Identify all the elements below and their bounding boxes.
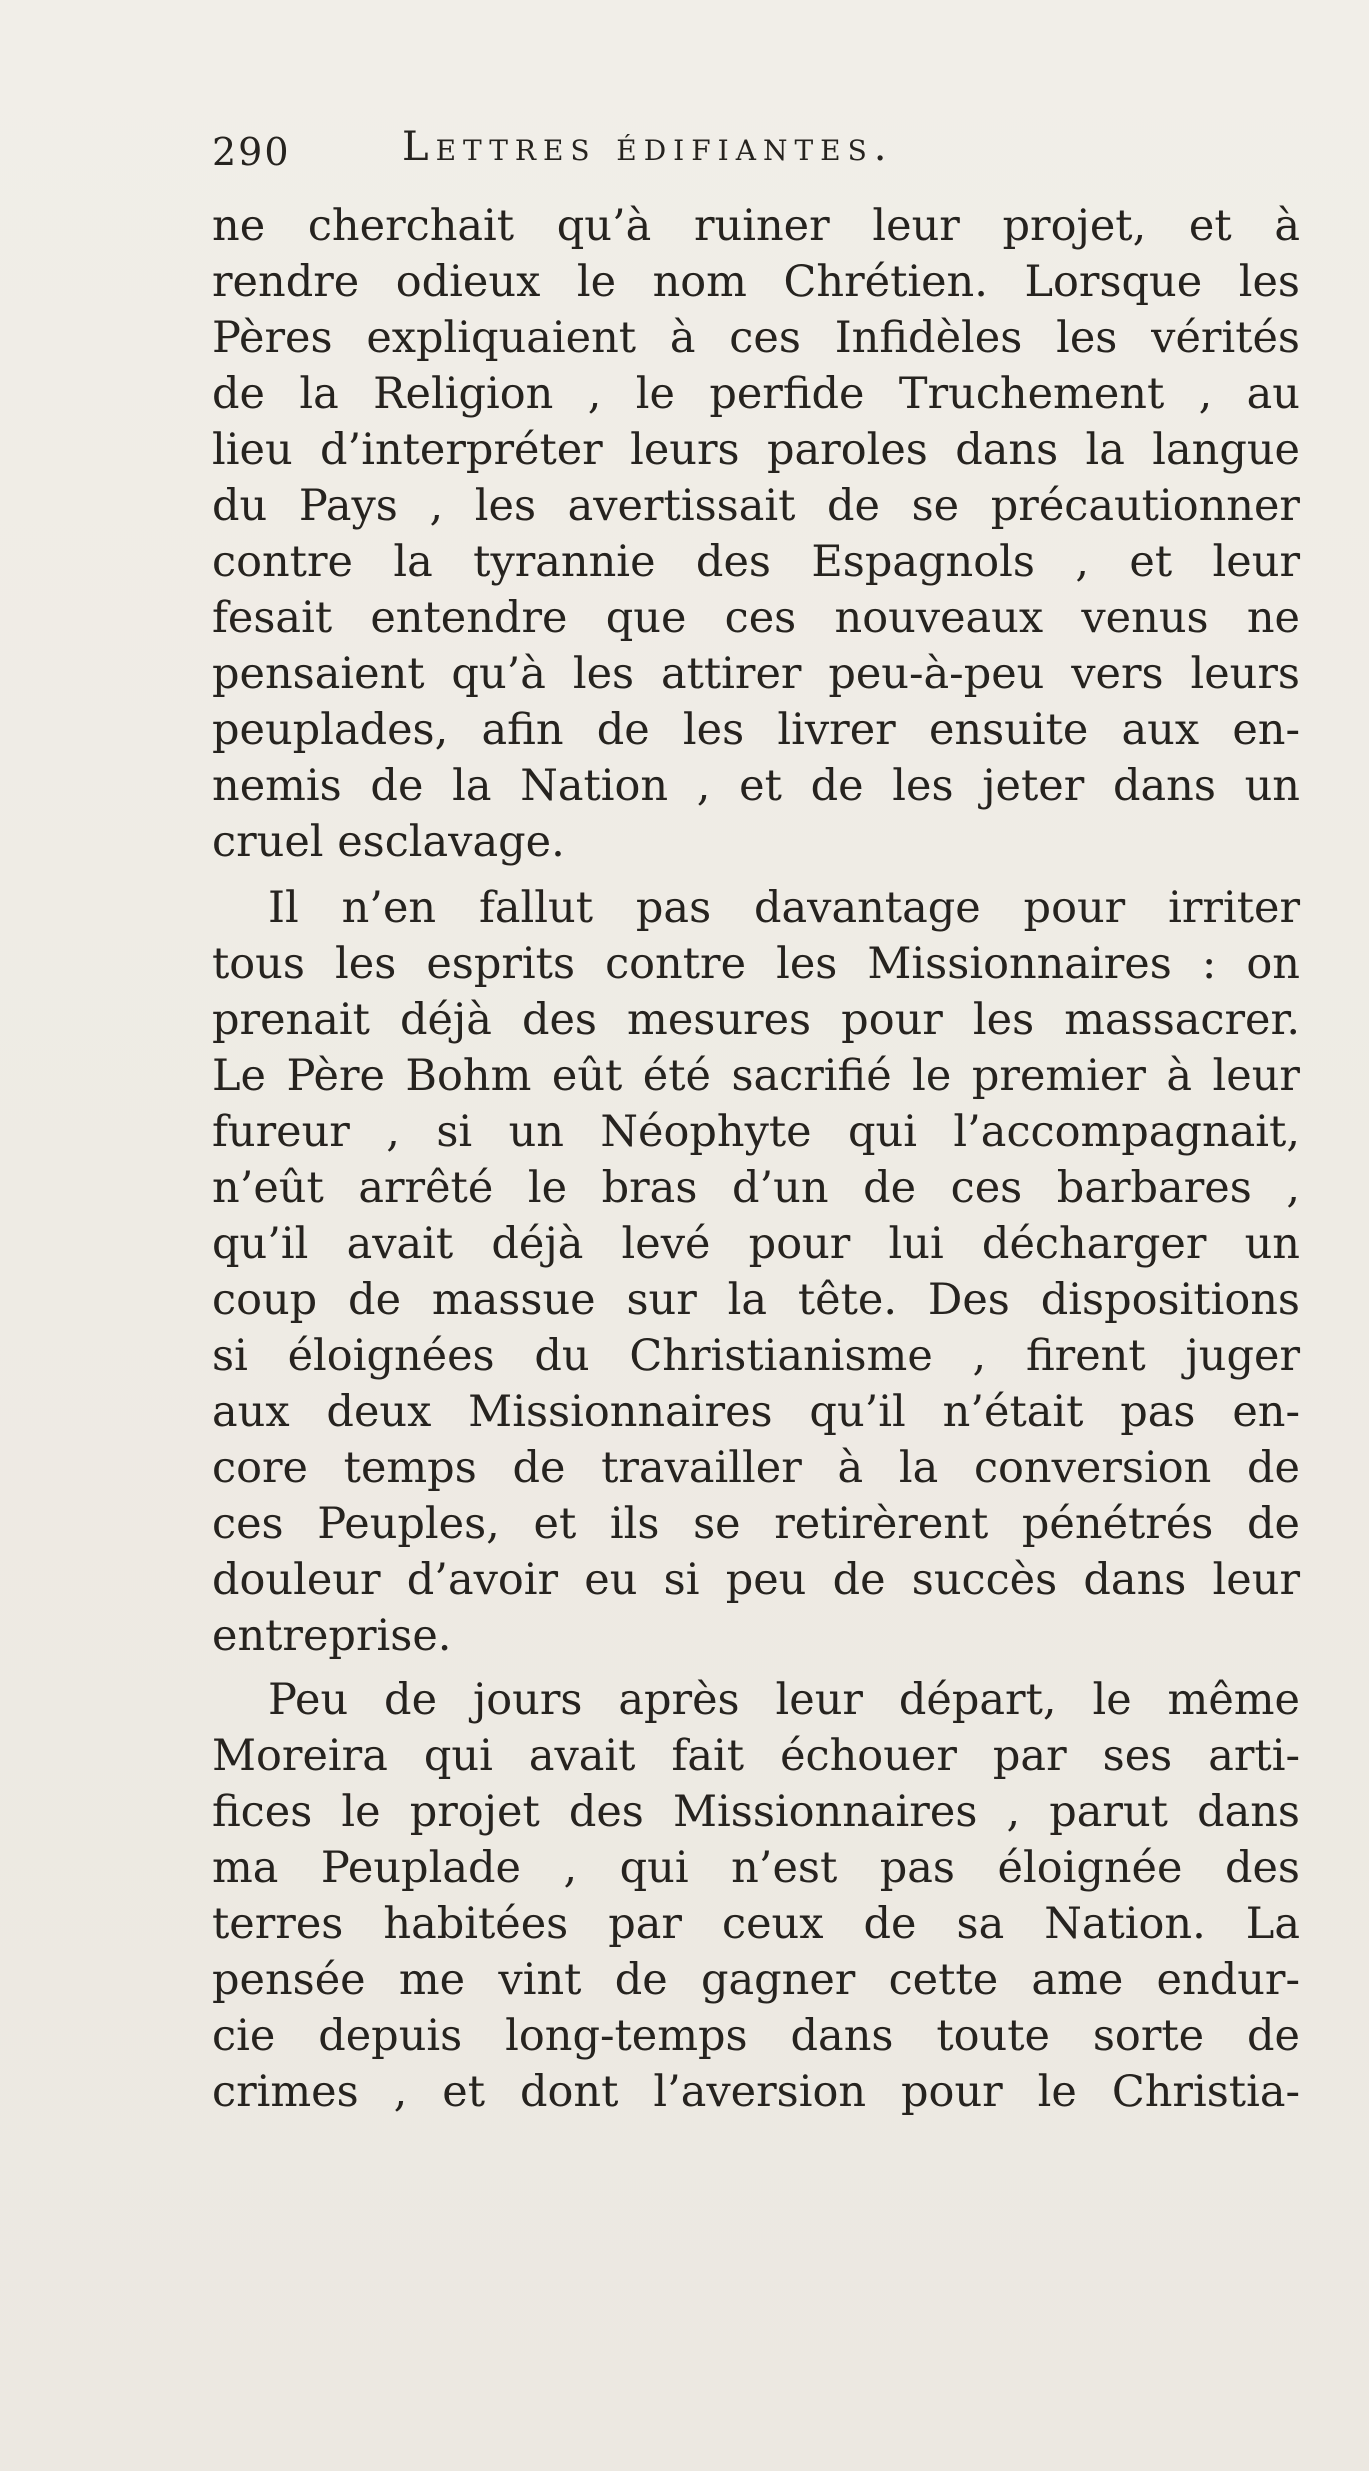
text-line: ne cherchait qu’à ruiner leur projet, et à (212, 201, 1300, 251)
text-line: tous les esprits contre les Missionnaires : on (212, 939, 1300, 989)
text-line: aux deux Missionnaires qu’il n’était pas en- (212, 1387, 1300, 1437)
text-line: nemis de la Nation , et de les jeter dans un (212, 761, 1300, 811)
text-line: Pères expliquaient à ces Infidèles les vérités (212, 313, 1300, 363)
text-line: fureur , si un Néophyte qui l’accompagnait, (212, 1107, 1300, 1157)
text-line: core temps de travailler à la conversion de (212, 1443, 1300, 1493)
text-line: fices le projet des Missionnaires , parut dans (212, 1787, 1300, 1837)
text-line: coup de massue sur la tête. Des dispositions (212, 1275, 1300, 1325)
text-line: de la Religion , le perfide Truchement , au (212, 369, 1300, 419)
text-line: si éloignées du Christianisme , firent juger (212, 1331, 1300, 1381)
text-line: n’eût arrêté le bras d’un de ces barbares , (212, 1163, 1300, 1213)
text-line: cruel esclavage. (212, 817, 565, 867)
text-line: contre la tyrannie des Espagnols , et leur (212, 537, 1300, 587)
page-number: 290 (212, 130, 291, 174)
page-header (212, 124, 1112, 184)
text-line: rendre odieux le nom Chrétien. Lorsque les (212, 257, 1300, 307)
text-line: du Pays , les avertissait de se précautionner (212, 481, 1300, 531)
text-line: pensaient qu’à les attirer peu-à-peu vers leurs (212, 649, 1300, 699)
text-line: qu’il avait déjà levé pour lui décharger un (212, 1219, 1300, 1269)
text-line: ma Peuplade , qui n’est pas éloignée des (212, 1843, 1300, 1893)
text-line: Il n’en fallut pas davantage pour irriter (268, 883, 1300, 933)
text-line: prenait déjà des mesures pour les massacrer. (212, 995, 1300, 1045)
running-title: Lettres édifiantes. (402, 124, 894, 170)
text-line: pensée me vint de gagner cette ame endur- (212, 1955, 1300, 2005)
text-line: cie depuis long-temps dans toute sorte de (212, 2011, 1300, 2061)
text-line: lieu d’interpréter leurs paroles dans la langue (212, 425, 1300, 475)
text-line: terres habitées par ceux de sa Nation. La (212, 1899, 1300, 1949)
text-line: peuplades, afin de les livrer ensuite aux en- (212, 705, 1300, 755)
text-line: crimes , et dont l’aversion pour le Christia- (212, 2067, 1300, 2117)
text-line: Peu de jours après leur départ, le même (268, 1675, 1300, 1725)
text-line: ces Peuples, et ils se retirèrent pénétrés de (212, 1499, 1300, 1549)
text-line: entreprise. (212, 1611, 452, 1661)
text-line: Moreira qui avait fait échouer par ses arti- (212, 1731, 1300, 1781)
text-line: fesait entendre que ces nouveaux venus ne (212, 593, 1300, 643)
text-line: Le Père Bohm eût été sacrifié le premier à leur (212, 1051, 1300, 1101)
text-line: douleur d’avoir eu si peu de succès dans leur (212, 1555, 1300, 1605)
